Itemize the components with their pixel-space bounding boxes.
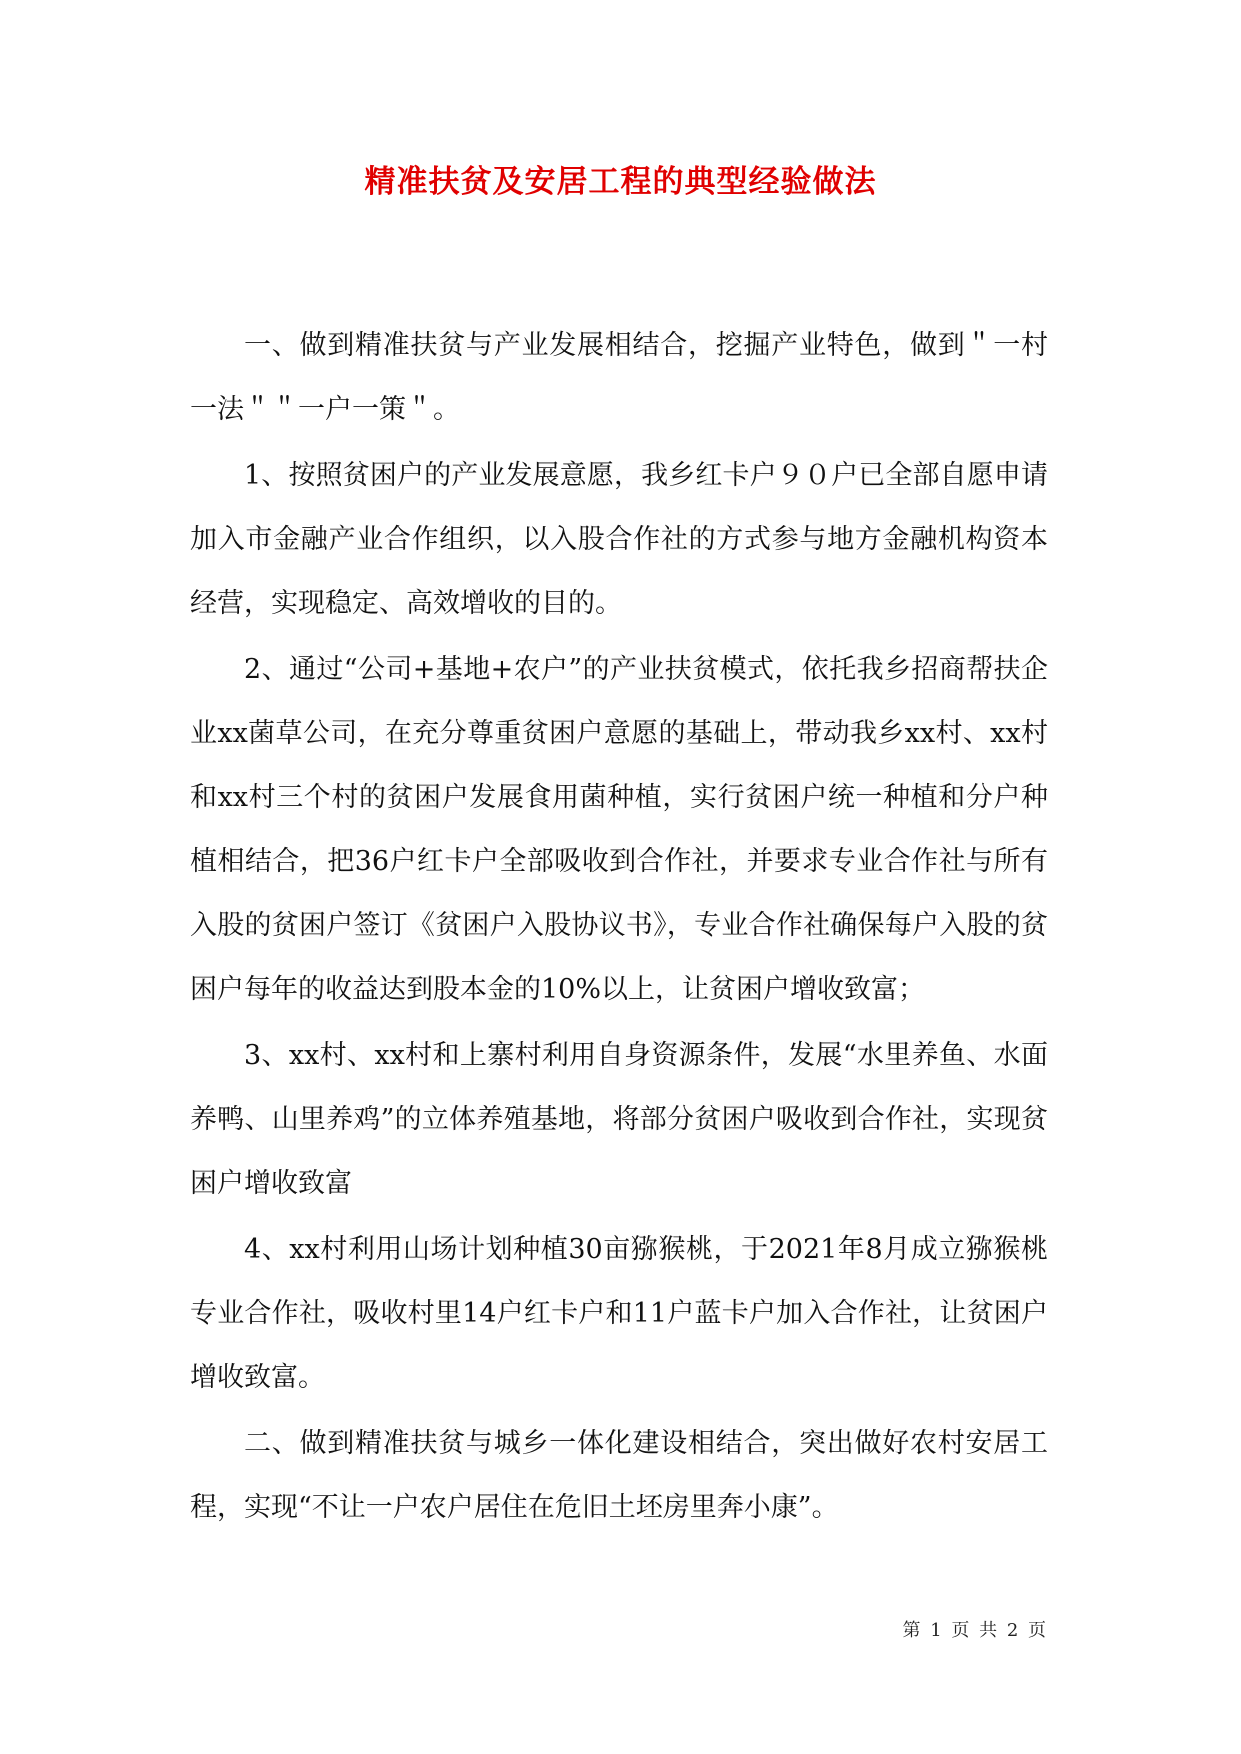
paragraph-2: 1、按照贫困户的产业发展意愿，我乡红卡户９０户已全部自愿申请加入市金融产业合作组织，以入股合作社的方式参与地方金融机构资本经营，实现稳定、高效增收的目的。 [190,460,1048,619]
document-body [190,314,1048,1542]
paragraph-5: 4、xx村利用山场计划种植30亩猕猴桃，于2021年8月成立猕猴桃专业合作社，吸收村里14户红卡户和11户蓝卡户加入合作社，让贫困户增收致富。 [190,1234,1048,1393]
paragraph-3: 2、通过“公司+基地+农户”的产业扶贫模式，依托我乡招商帮扶企业xx菌草公司，在充分尊重贫困户意愿的基础上，带动我乡xx村、xx村和xx村三个村的贫困户发展食用菌种植，实行贫困户统一种植和分户种植相结合，把36户红卡户全部吸收到合作社，并要求专业合作社与所有入股的贫困户签订《贫困户入股协议书》，专业合作社确保每户入股的贫困户每年的收益达到股本金的10%以上，让贫困户增收致富； [190,654,1048,1005]
page-number-footer: 第 1 页 共 2 页 [902,1620,1048,1641]
paragraph-4: 3、xx村、xx村和上寨村利用自身资源条件，发展“水里养鱼、水面养鸭、山里养鸡”的立体养殖基地，将部分贫困户吸收到合作社，实现贫困户增收致富 [190,1040,1048,1199]
document-title: 精准扶贫及安居工程的典型经验做法 [364,164,877,200]
paragraph-1: 一、做到精准扶贫与产业发展相结合，挖掘产业特色，做到＂一村一法＂＂一户一策＂。 [190,330,1048,425]
paragraph-6: 二、做到精准扶贫与城乡一体化建设相结合，突出做好农村安居工程，实现“不让一户农户居住在危旧土坯房里奔小康”。 [190,1428,1048,1523]
